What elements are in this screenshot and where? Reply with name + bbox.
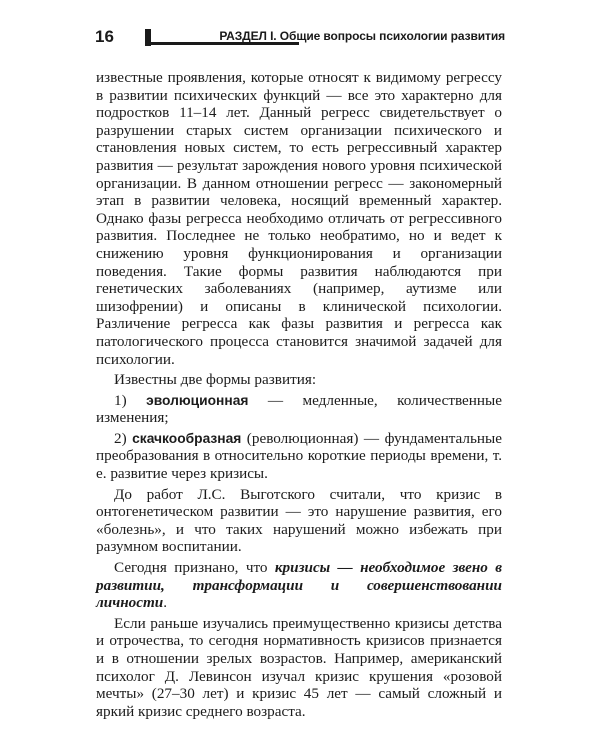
paragraph-1: известные проявления, которые относят к видимому регрессу в развитии психических функций — все это характерно для подростков 11–14 лет. Данный регресс свидетельствует о разрушении старых систем организации психического и становления новых систем, то есть регрессивный характер развития — результат зарождения нового уровня психической организации. В данном отношении регресс — закономерный этап в развитии человека, носящий временный характер. Однако фазы регресса необходимо отличать от регрессивного развития. Последнее не только необратимо, но и ведет к снижению уровня функционирования и организации поведения. Такие формы развития наблюдаются при генетических заболеваниях (например, аутизме или шизофрении) и описаны в клинической психологии. Различение регресса как фазы развития и регресса как патологического процесса становится значимой задачей для психологии. [96,69,502,368]
paragraph-4-spasmodic-form [96,430,502,483]
lead-in: Сегодня признано, что [114,559,275,577]
list-prefix: 2) [114,429,133,447]
term-description: (революционная) — фундаментальные преобразования в относительно короткие периоды времени, т. е. развитие через кризисы. [96,429,502,483]
running-head: РАЗДЕЛ I. Общие вопросы психологии развития [219,29,505,43]
paragraph-5: До работ Л.С. Выготского считали, что кризис в онтогенетическом развитии — это нарушение развития, его «болезнь», и что таких нарушений можно избежать при разумном воспитании. [96,485,502,556]
page-header [95,26,505,48]
list-prefix: 1) [114,391,147,409]
sentence-end: . [163,594,168,612]
page-number: 16 [95,27,114,46]
paragraph-7: Если раньше изучались преимущественно кризисы детства и отрочества, то сегодня нормативность кризисов признается и в отношении зрелых возрастов. Например, американский психолог Д. Левинсон изучал кризис крушения «розовой мечты» (27–30 лет) и кризис 45 лет — самый сложный и яркий кризис среднего возраста. [96,614,502,720]
paragraph-3-evolutionary-form [96,392,502,427]
paragraph-2: Известны две формы развития: [114,371,317,389]
term-evolutionary: эволюционная [146,392,249,408]
term-spasmodic: скачкообразная [132,430,242,446]
term-description: — медленные, количественные изменения; [96,391,502,427]
body-text [96,69,502,723]
paragraph-6-crises [96,559,502,612]
emphasized-statement: кризисы — необходимое звено в развитии, трансформации и совершенствовании личности [96,559,502,612]
